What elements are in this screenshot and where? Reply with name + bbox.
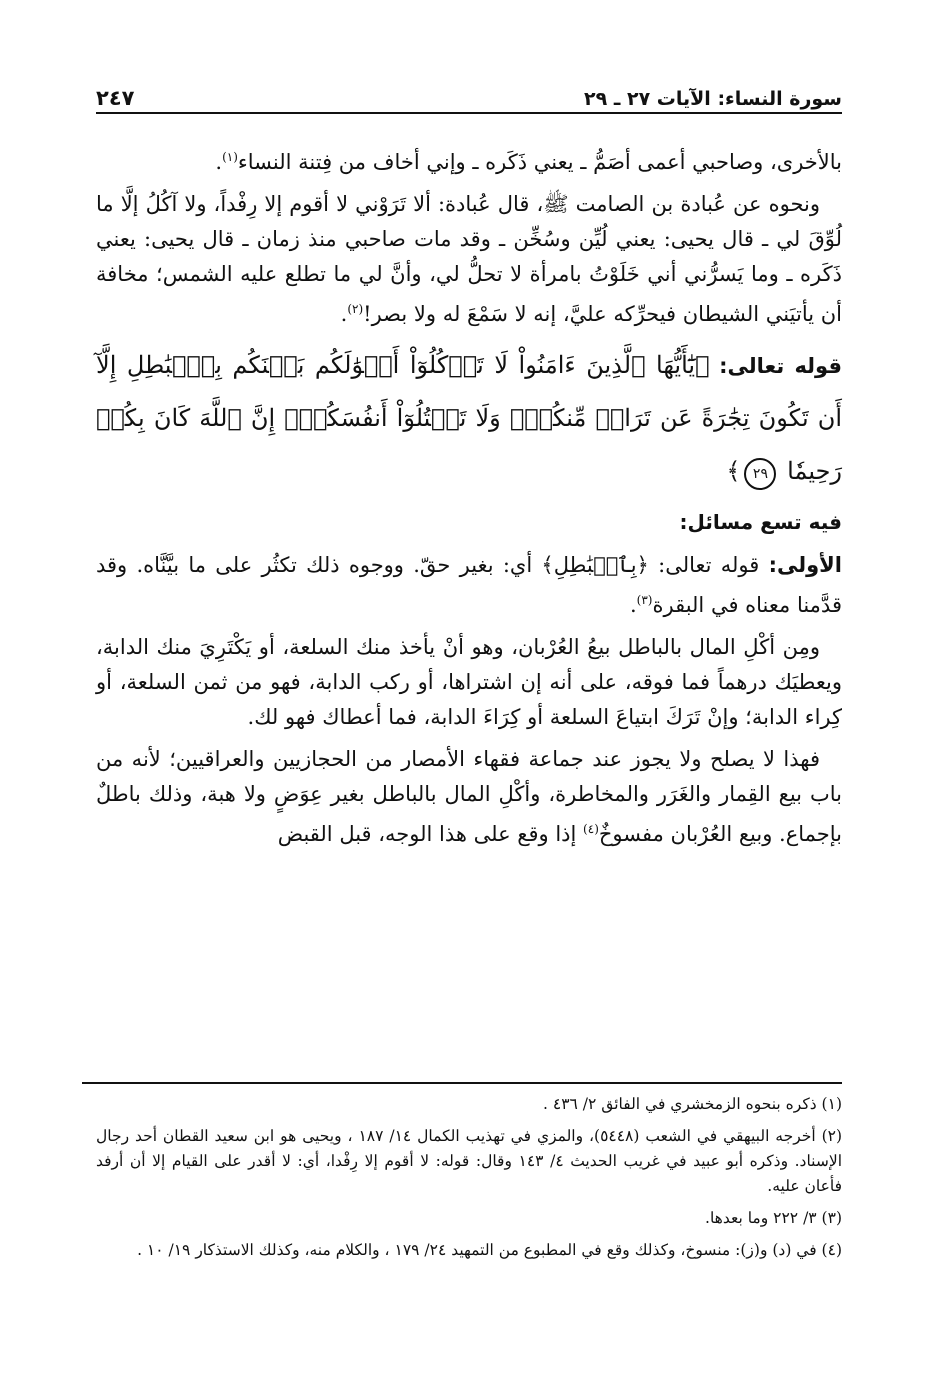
ayah-number-marker: ٢٩ <box>744 458 776 490</box>
footnote-ref: (٣) <box>636 593 653 607</box>
running-title: سورة النساء: الآيات ٢٧ ـ ٢٩ <box>584 88 842 110</box>
paragraph: ونحوه عن عُبادة بن الصامت ﷺ، قال عُبادة: ألا تَرَوْني لا أقوم إلا رِفْداً، ولا آكُلُ إلَّا ما لُوِّقَ لي ـ قال يحيى: يعني لُيِّن وسُخِّن ـ وقد مات صاحبي منذ زمان ـ قال يحيى: يعني ذَكَره ـ وما يَسرُّني أني خَلَوْتُ بامرأة لا تحلُّ لي، وأنَّ لي ما تطلع عليه الشمس؛ مخافة أن يأتيَني الشيطان فيحرِّكه عليَّ، إنه لا سَمْعَ له ولا بصر!$^{(٢)}$. <box>96 192 842 326</box>
paragraph: بالأخرى، وصاحبي أعمى أصَمُّ ـ يعني ذَكَره ـ وإني أخاف من فِتنة النساء$^{(١)}$. <box>215 150 842 174</box>
footnotes <box>96 1092 842 1270</box>
footnote-divider <box>82 1082 842 1084</box>
footnote: (٤) في (د) و(ز): منسوخ، وكذلك وقع في المطبوع من التمهيد ٢٤/ ١٧٩ ، والكلام منه، وكذلك الاستذكار ١٩/ ١٠ . <box>137 1241 842 1259</box>
page-number: ٢٤٧ <box>96 86 135 110</box>
header-divider <box>96 112 842 114</box>
paragraph: الأولى: قوله تعالى: ﴿بِٱلۡبَٰطِلِ﴾ أي: بغير حقّ. ووجوه ذلك تكثُر على ما بيَّنَّاه. وقد قدَّمنا معناه في البقرة$^{(٣)}$. <box>96 553 842 617</box>
footnote: (٢) أخرجه البيهقي في الشعب (٥٤٤٨)، والمزي في تهذيب الكمال ١٤/ ١٨٧ ، ويحيى هو ابن سعيد القطان أحد رجال الإسناد. وذكره أبو عبيد في غريب الحديث ٤/ ١٤٣ وقال: قوله: لا أقوم إلا رِفْدا، أي: لا أقدر على القيام إلا أن أرفد فأعان عليه. <box>96 1127 843 1195</box>
main-text <box>96 140 842 859</box>
footnote: (١) ذكره بنحوه الزمخشري في الفائق ٢/ ٤٣٦ . <box>543 1095 842 1113</box>
quran-verse: ﴿يَٰٓأَيُّهَا ٱلَّذِينَ ءَامَنُواْ لَا تَأۡكُلُوٓاْ أَمۡوَٰلَكُم بَيۡنَكُم بِٱلۡبَٰطِلِ إِلَّآ أَن تَكُونَ تِجَٰرَةً عَن تَرَاضٖ مِّنكُمۡۚ وَلَا تَقۡتُلُوٓاْ أَنفُسَكُمۡۚ إِنَّ ٱللَّهَ كَانَ بِكُمۡ رَحِيمٗا <box>96 351 842 485</box>
paragraph: فهذا لا يصلح ولا يجوز عند جماعة فقهاء الأمصار من الحجازيين والعراقيين؛ لأنه من باب بيع القِمار والغَرَر والمخاطرة، وأكْلِ المال بالباطل بغير عِوَضٍ ولا هبة، وذلك باطلٌ بإجماع. وبيع العُرْبان مفسوخٌ$^{(٤)}$ إذا وقع على هذا الوجه، قبل القبض <box>96 747 842 846</box>
footnote-ref: (٤) <box>583 822 599 836</box>
paragraph: ومِن أكْلِ المال بالباطل بيعُ العُرْبان، وهو أنْ يأخذ منك السلعة، أو يَكْتَرِيَ منك الدابة، ويعطيَك درهماً فما فوقه، على أنه إن اشتراها، أو ركب الدابة، فهو من ثمن السلعة، أو كِراء الدابة؛ وإنْ تَرَكَ ابتياعَ السلعة أو كِرَاءَ الدابة، فما أعطاك فهو لك. <box>96 635 842 729</box>
footnote: (٣) ٣/ ٢٢٢ وما بعدها. <box>705 1209 842 1227</box>
section-heading: فيه تسع مسائل: <box>679 510 842 534</box>
footnote-ref: (١) <box>222 150 238 164</box>
page-header <box>96 76 842 110</box>
verse-label: قوله تعالى: <box>719 354 842 378</box>
verse-close-bracket: ﴾ <box>726 457 741 485</box>
footnote-ref: (٢) <box>347 302 364 316</box>
issue-label: الأولى: <box>768 553 842 577</box>
verse-paragraph <box>96 339 842 498</box>
